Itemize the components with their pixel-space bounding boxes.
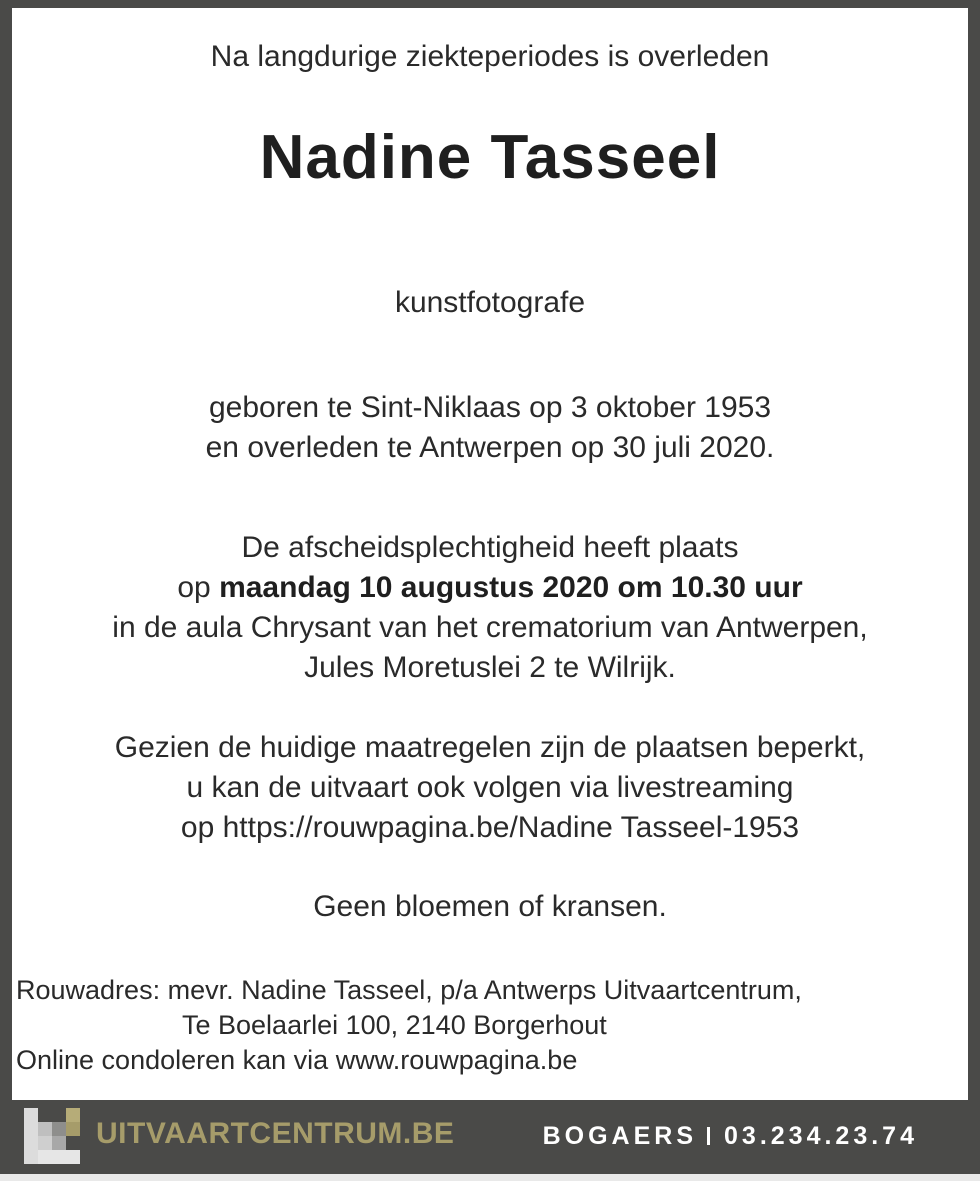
death-line: en overleden te Antwerpen op 30 juli 2020. [205,431,775,464]
phone-number[interactable]: 03.234.23.74 [724,1122,918,1150]
deceased-name: Nadine Tasseel [259,123,721,192]
livestream-line: u kan de uitvaart ook volgen via livestreaming [186,771,794,804]
intro-text [12,37,968,77]
ceremony-info [12,528,968,688]
condolence-line[interactable]: Online condoleren kan via www.rouwpagina.be [16,1045,578,1075]
ceremony-line: De afscheidsplechtigheid heeft plaats [241,531,739,564]
livestream-url[interactable]: op https://rouwpagina.be/Nadine Tasseel-1953 [180,811,800,844]
uitvaartcentrum-logo-icon [24,1108,80,1164]
obituary-card [12,8,968,1100]
measures-line: Gezien de huidige maatregelen zijn de plaatsen beperkt, [114,731,866,764]
ceremony-date: maandag 10 augustus 2020 om 10.30 uur [219,571,803,604]
company-contact [543,1116,918,1156]
ceremony-prefix: op [177,571,211,604]
company-name: BOGAERS [542,1122,698,1150]
mourning-address [16,973,802,1078]
address-line: Rouwadres: mevr. Nadine Tasseel, p/a Antwerps Uitvaartcentrum, [16,975,802,1005]
ceremony-date-line [12,568,968,608]
bottom-edge [0,1174,980,1181]
separator [707,1127,710,1145]
birth-line: geboren te Sint-Niklaas op 3 oktober 1953 [208,391,772,424]
address-street-line: Te Boelaarlei 100, 2140 Borgerhout [182,1010,607,1040]
occupation: kunstfotografe [394,286,586,319]
birth-death-info [12,388,968,468]
brand-name[interactable]: UITVAARTCENTRUM.BE [96,1117,455,1150]
intro-line: Na langdurige ziekteperiodes is overleden [210,40,770,73]
flowers-note: Geen bloemen of kransen. [313,890,667,923]
ceremony-location-line: in de aula Chrysant van het crematorium van Antwerpen, [112,611,868,644]
footer-banner [12,1100,968,1172]
ceremony-address-line: Jules Moretuslei 2 te Wilrijk. [304,651,676,684]
livestream-notice [12,728,968,848]
